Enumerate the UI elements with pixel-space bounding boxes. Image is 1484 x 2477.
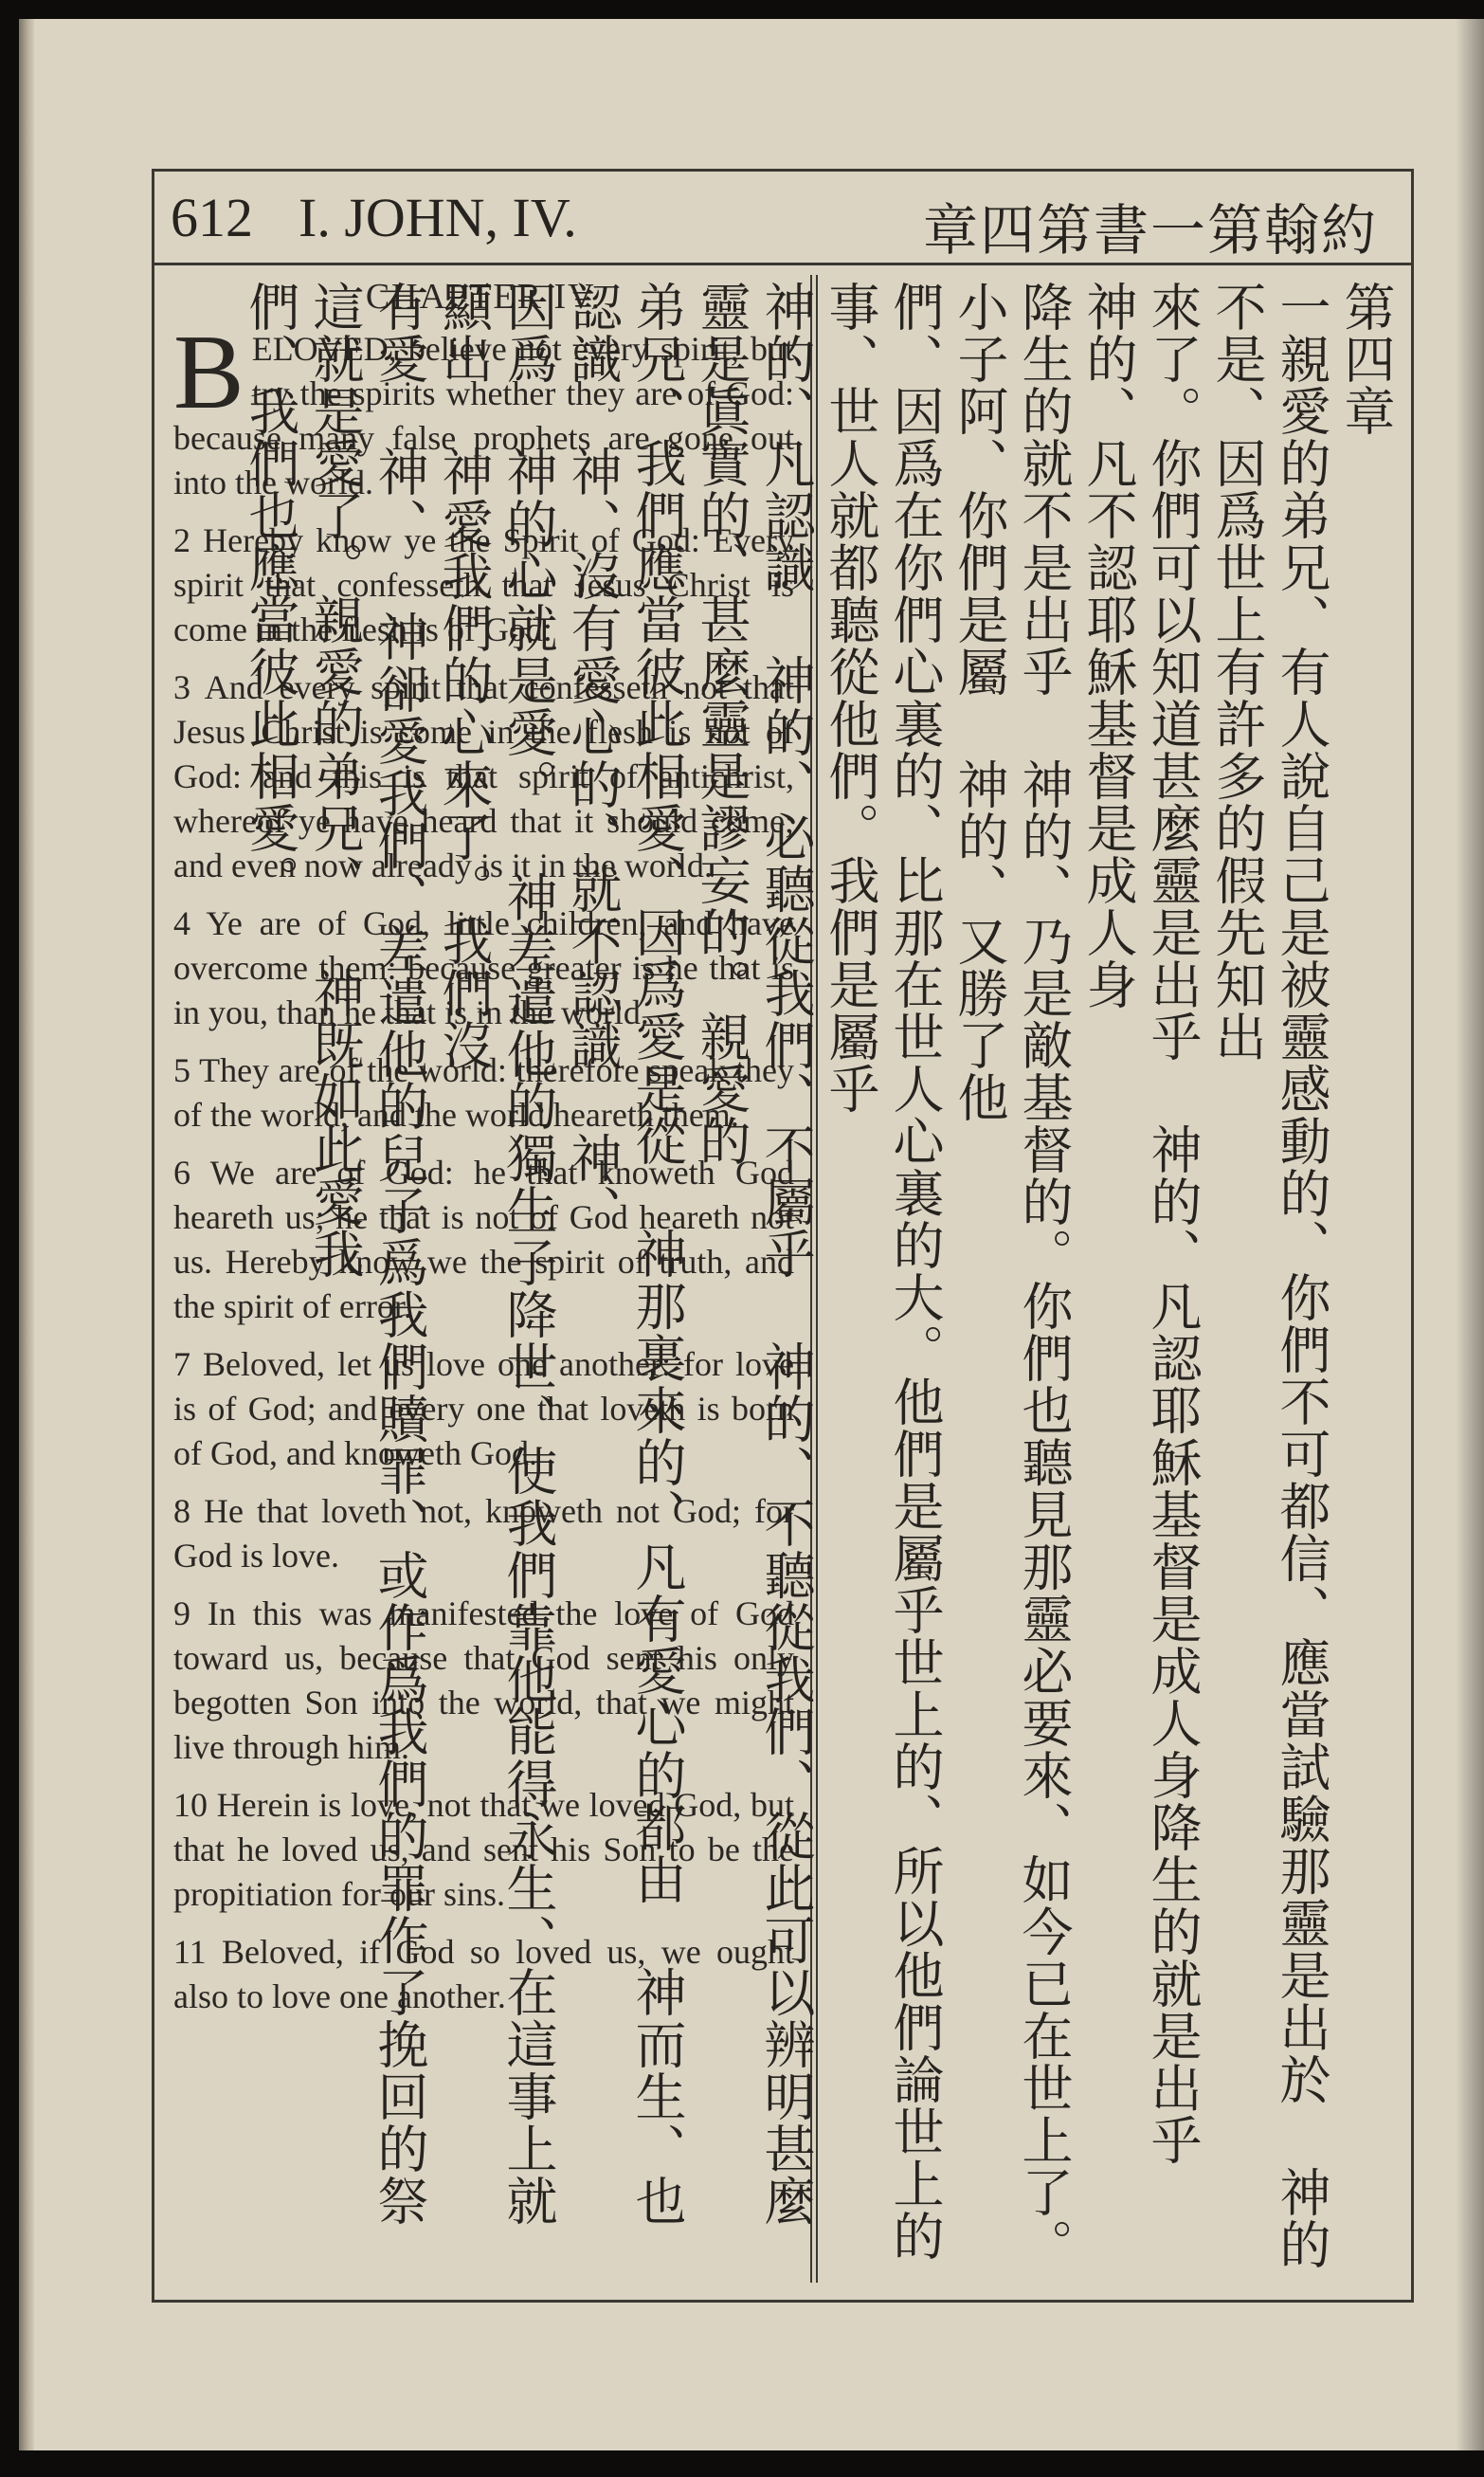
chinese-text-line: 神的、凡認識 神的、必聽從我們、不屬乎 神的、不聽從我們、從此可以辨明甚麼靈是眞實的、甚麼靈是謬妄的。親愛的 [692, 281, 816, 2227]
verse-11: 11 Beloved, if God so loved us, we ought also to love one another. [173, 1933, 794, 2015]
page-shadow [1456, 19, 1484, 2450]
chinese-text-line: 降生的就不是出乎 神的、乃是敵基督的。你們也聽見那靈必要來、如今已在世上了。小子阿、你們是屬 神的、又勝了他 [950, 281, 1074, 2270]
header-rule [152, 263, 1414, 265]
verse-5: 5 They are of the world: therefore speak they of the world, and the world heareth them. [173, 1051, 794, 1134]
verse-6: 6 We are of God: he that knoweth God heareth us; he that is not of God heareth not us. Hereby know we the spirit of truth, and the spirit of error. [173, 1154, 794, 1325]
verse-2: 2 Hereby know ye the Spirit of God: Every spirit that confesseth that Jesus Christ is come in the flesh is of God: [173, 521, 794, 648]
verse-4: 4 Ye are of God, little children, and have overcome them: because greater is he that is in you, than he that is in the world. [173, 904, 794, 1031]
chinese-text-line: 因爲 神的心就是愛。 神差遣他的獨生子降世、使我們靠他能得永生、在這事上就顯出 神愛我們的心來了。我們沒 [434, 281, 558, 2227]
page-number: 612 [171, 187, 253, 248]
verse-7: 7 Beloved, let us love one another: for love is of God; and every one that loveth is born of God, and knoweth God. [173, 1345, 794, 1472]
verse-3: 3 And every spirit that confesseth not that Jesus Christ is come in the flesh is not of God: and this is that spirit of antichrist, whereof ye have heard that it should come; and even now already is it in the world. [173, 668, 794, 884]
verse-9: 9 In this was manifested the love of God toward us, because that God sent his only begotten Son into the world, that we might live through him. [173, 1594, 794, 1766]
chinese-text-line: 們、因爲在你們心裏的、比那在世人心裏的大。他們是屬乎世上的、所以他們論世上的事、世人就都聽從他們。我們是屬乎 [821, 281, 945, 2262]
verse-1-text: ELOVED, believe not every spirit, but try the spirits whether they are of God: because many false prophets are gone out into the world. [173, 330, 794, 501]
chinese-text-line: 來了。你們可以知道甚麼靈是出乎 神的、凡認耶穌基督是成人身降生的就是出乎 神的、凡不認耶穌基督是成人身 [1078, 281, 1203, 2166]
chinese-text-line: 一親愛的弟兄、有人說自己是被靈感動的、你們不可都信、應當試驗那靈是出於 神的不是、因爲世上有許多的假先知出 [1207, 281, 1331, 2270]
chinese-text-line: 弟兄、我們應當彼此相愛、因爲愛是從 神那裏來的、凡有愛心的都由 神而生、也認識 神、沒有愛心的、就不認識 神、 [563, 281, 687, 2227]
drop-cap: B [173, 314, 244, 431]
running-header-left [171, 186, 577, 252]
binding-edge [19, 19, 34, 2450]
verse-8: 8 He that loveth not, knoweth not God; for God is love. [173, 1492, 794, 1575]
chinese-text-line: 們、我們也應當彼此相愛。 [241, 281, 300, 906]
book-title-chinese: 章四第書一第翰約 [922, 198, 1378, 263]
book-title-english: I. JOHN, IV. [299, 187, 577, 248]
verse-10: 10 Herein is love, not that we loved God, but that he loved us, and sent his Son to be the propitiation for our sins. [173, 1786, 794, 1913]
chapter-heading-english: CHAPTER IV. [365, 277, 603, 317]
chapter-heading-chinese: 第四章 [1336, 281, 1396, 437]
chinese-text-line: 有愛 神、 神卻愛我們、差遣他的兒子爲我們贖罪、或作爲我們的罪作了挽回的祭 這就是愛了。親愛的弟兄、 神既如此愛我 [305, 281, 429, 2227]
